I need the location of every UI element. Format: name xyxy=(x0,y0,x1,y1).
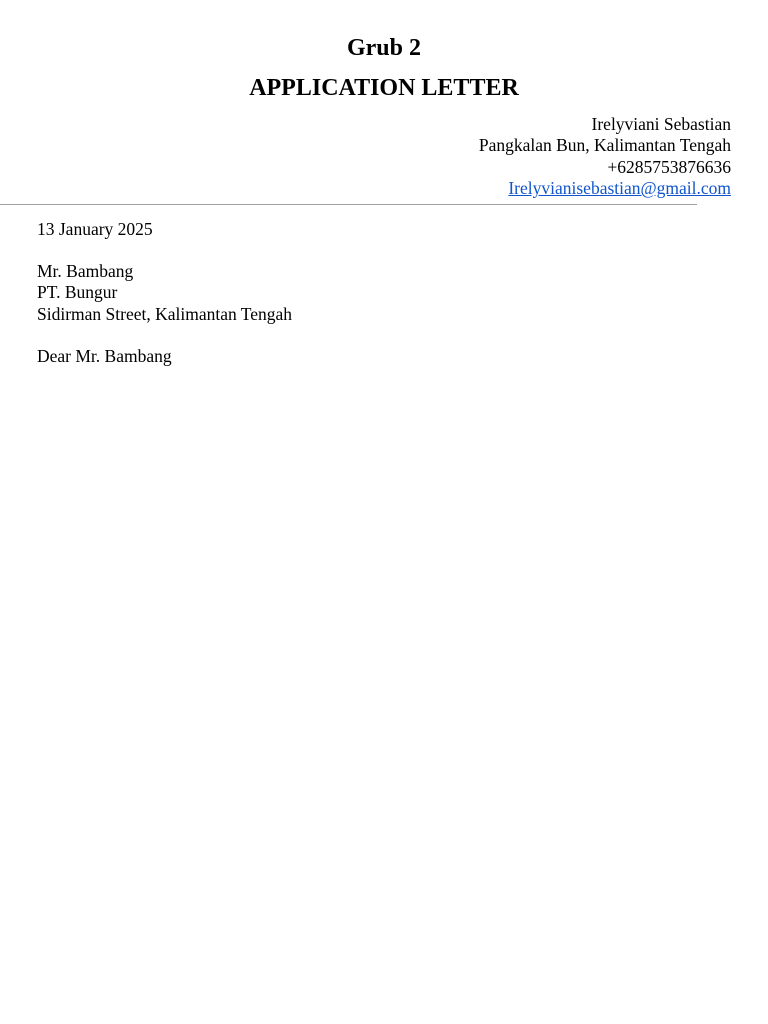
sender-phone: +6285753876636 xyxy=(607,156,731,177)
recipient-address: Sidirman Street, Kalimantan Tengah xyxy=(37,303,293,324)
sender-email-link[interactable]: Irelyvianisebastian@gmail.com xyxy=(508,177,731,198)
header-divider xyxy=(0,204,697,205)
sender-address: Pangkalan Bun, Kalimantan Tengah xyxy=(478,135,731,156)
sender-name: Irelyviani Sebastian xyxy=(591,114,731,134)
recipient-name: Mr. Bambang xyxy=(37,261,134,281)
salutation: Dear Mr. Bambang xyxy=(37,346,172,366)
sender-block xyxy=(479,114,731,199)
recipient-company: PT. Bungur xyxy=(37,282,118,303)
recipient-block xyxy=(37,261,292,325)
letter-date: 13 January 2025 xyxy=(37,219,153,239)
letter-title: APPLICATION LETTER xyxy=(249,75,519,101)
group-heading: Grub 2 xyxy=(346,35,421,61)
